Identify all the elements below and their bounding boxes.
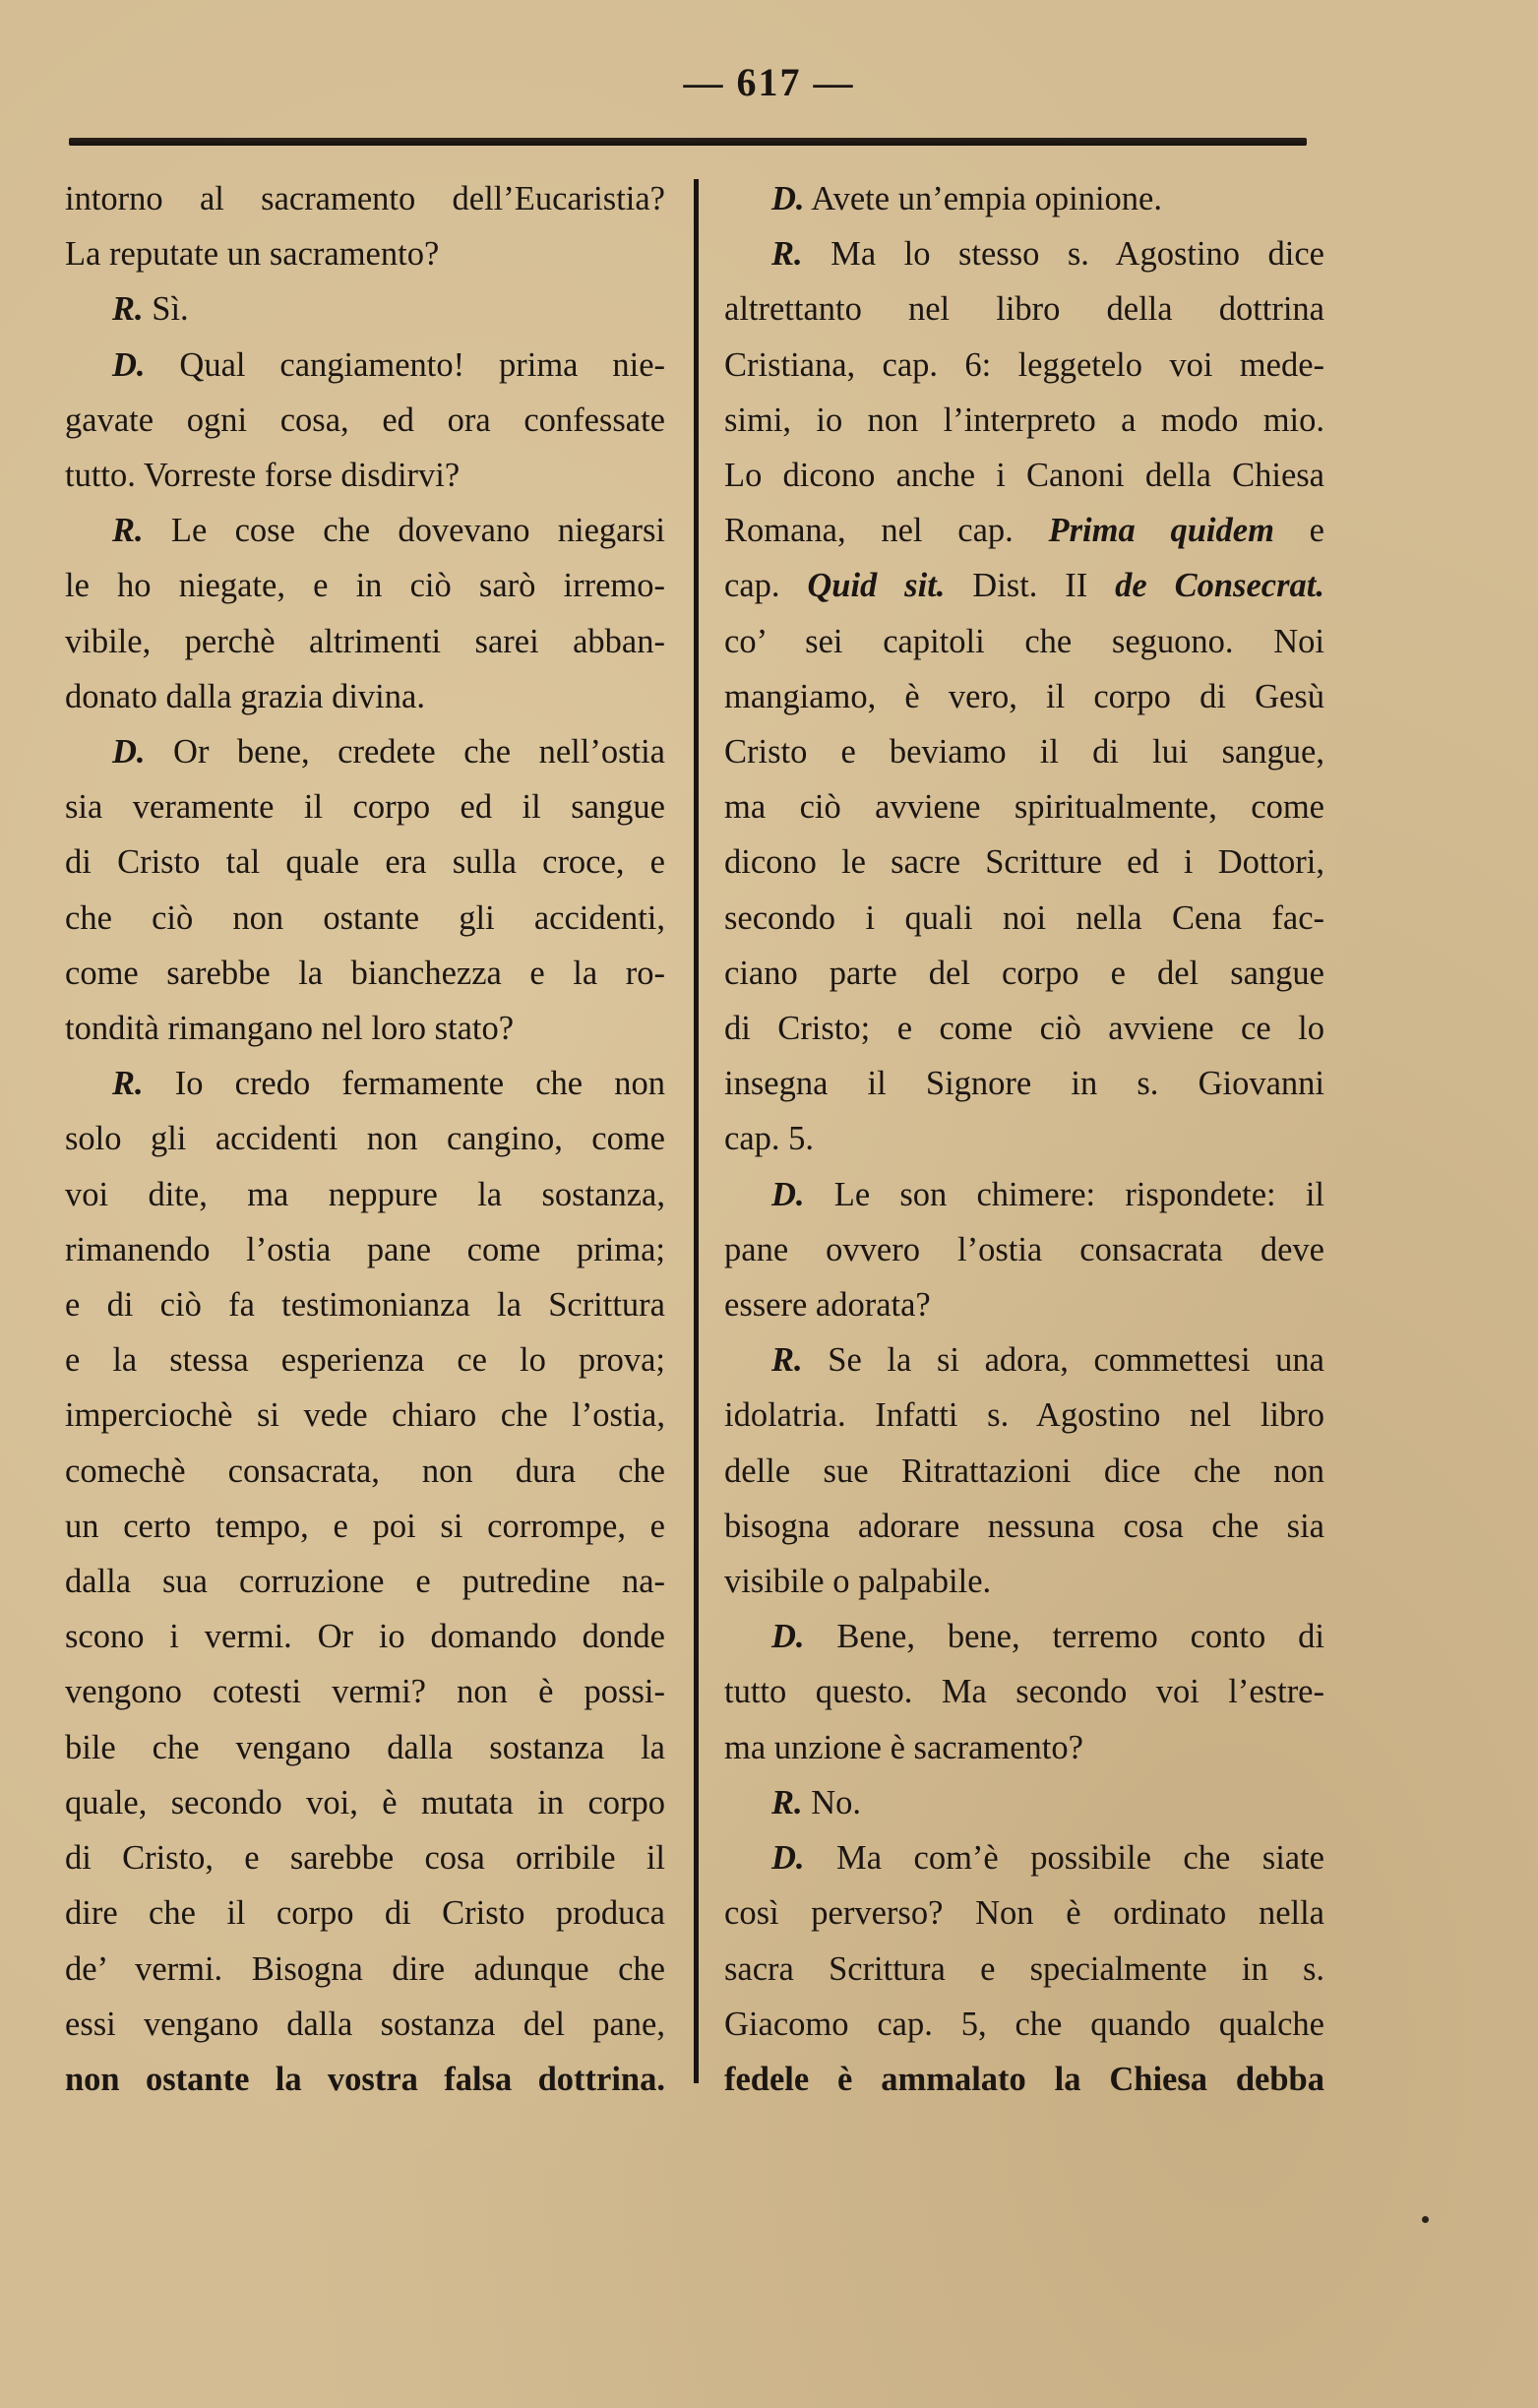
- text-line: [65, 1167, 665, 1222]
- speaker-label: R.: [771, 1341, 803, 1380]
- line-text-tail: Dist. II: [945, 567, 1116, 605]
- line-text: dicono le sacre Scritture ed i Dottori,: [724, 843, 1324, 882]
- text-line: [65, 1222, 665, 1277]
- text-line: [65, 1830, 665, 1885]
- line-text: e la stessa esperienza ce lo prova;: [65, 1341, 665, 1380]
- ink-speck: [1422, 2216, 1429, 2223]
- line-text: de’ vermi. Bisogna dire adunque che: [65, 1949, 665, 1988]
- line-text: dalla sua corruzione e putredine na-: [65, 1563, 665, 1601]
- text-line: [65, 171, 665, 226]
- text-line: [65, 1388, 665, 1443]
- text-line: [724, 1609, 1324, 1664]
- line-text: quale, secondo voi, è mutata in corpo: [65, 1783, 665, 1821]
- text-line: [724, 1222, 1324, 1277]
- line-text: Or bene, credete che nell’ostia: [145, 733, 665, 772]
- line-text: dire che il corpo di Cristo produca: [65, 1894, 665, 1933]
- line-text: Bene, bene, terremo conto di: [804, 1618, 1324, 1656]
- line-text: cap.: [724, 567, 808, 605]
- text-line: [65, 1444, 665, 1499]
- text-line: [65, 2052, 665, 2107]
- text-line: [65, 393, 665, 448]
- text-line: [724, 1830, 1324, 1885]
- text-line: [724, 558, 1324, 613]
- line-text: sacra Scrittura e specialmente in s.: [724, 1949, 1324, 1988]
- text-line: [724, 1664, 1324, 1719]
- line-text: fedele è ammalato la Chiesa debba: [724, 2060, 1324, 2098]
- text-line: [65, 338, 665, 393]
- line-text: rimanendo l’ostia pane come prima;: [65, 1230, 665, 1268]
- line-text: essi vengano dalla sostanza del pane,: [65, 2005, 665, 2043]
- text-line: [65, 1720, 665, 1775]
- text-line: [65, 558, 665, 613]
- line-text: donato dalla grazia divina.: [65, 677, 425, 715]
- line-text: secondo i quali noi nella Cena fac-: [724, 898, 1324, 937]
- line-text: voi dite, ma neppure la sostanza,: [65, 1175, 665, 1213]
- line-text: vengono cotesti vermi? non è possi-: [65, 1673, 665, 1711]
- line-text: Romana, nel cap.: [724, 512, 1049, 550]
- text-line: [724, 834, 1324, 890]
- text-line: [724, 614, 1324, 669]
- line-text: vibile, perchè altrimenti sarei abban-: [65, 622, 665, 660]
- line-text: Le son chimere: rispondete: il: [804, 1175, 1324, 1213]
- line-text: Lo dicono anche i Canoni della Chiesa: [724, 457, 1324, 495]
- line-text: tutto questo. Ma secondo voi l’estre-: [724, 1673, 1324, 1711]
- text-line: [724, 1332, 1324, 1388]
- text-line: [65, 1942, 665, 1997]
- speaker-label: D.: [112, 733, 146, 772]
- text-line: [65, 834, 665, 890]
- line-text: Cristo e beviamo il di lui sangue,: [724, 733, 1324, 772]
- text-line: [724, 1942, 1324, 1997]
- line-text: essere adorata?: [724, 1286, 931, 1325]
- line-text: di Cristo tal quale era sulla croce, e: [65, 843, 665, 882]
- line-text: di Cristo; e come ciò avviene ce lo: [724, 1010, 1324, 1048]
- line-text: ma ciò avviene spiritualmente, come: [724, 788, 1324, 827]
- text-line: [65, 614, 665, 669]
- text-line: [65, 1775, 665, 1830]
- speaker-label: R.: [771, 1783, 803, 1821]
- text-line: [724, 338, 1324, 393]
- line-text: gavate ogni cosa, ed ora confessate: [65, 401, 665, 439]
- line-text: La reputate un sacramento?: [65, 235, 440, 274]
- text-line: [65, 1664, 665, 1719]
- line-text: simi, io non l’interpreto a modo mio.: [724, 401, 1324, 439]
- page-number: — 617 —: [683, 60, 855, 104]
- speaker-label: R.: [112, 290, 144, 329]
- text-line: [724, 669, 1324, 724]
- line-text: le ho niegate, e in ciò sarò irremo-: [65, 567, 665, 605]
- text-line: [65, 1554, 665, 1609]
- text-line: [65, 503, 665, 558]
- line-text: scono i vermi. Or io domando donde: [65, 1618, 665, 1656]
- line-text: tondità rimangano nel loro stato?: [65, 1010, 515, 1048]
- text-line: [724, 1775, 1324, 1830]
- text-line: [65, 669, 665, 724]
- line-text: insegna il Signore in s. Giovanni: [724, 1065, 1324, 1103]
- line-text: co’ sei capitoli che seguono. Noi: [724, 622, 1324, 660]
- line-text: un certo tempo, e poi si corrompe, e: [65, 1507, 665, 1545]
- line-text: idolatria. Infatti s. Agostino nel libro: [724, 1396, 1324, 1435]
- line-text: che ciò non ostante gli accidenti,: [65, 898, 665, 937]
- line-text: cap. 5.: [724, 1120, 815, 1158]
- left-column: [65, 171, 665, 2107]
- text-line: [724, 1167, 1324, 1222]
- text-line: [724, 1111, 1324, 1166]
- text-line: [724, 448, 1324, 503]
- italic-citation: Quid sit.: [807, 567, 946, 605]
- text-line: [65, 1056, 665, 1111]
- text-line: [724, 226, 1324, 281]
- line-text: non ostante la vostra falsa dottrina.: [65, 2060, 665, 2098]
- text-line: [724, 1444, 1324, 1499]
- line-text: Giacomo cap. 5, che quando qualche: [724, 2005, 1324, 2043]
- line-text: ma unzione è sacramento?: [724, 1728, 1083, 1766]
- text-line: [724, 946, 1324, 1001]
- text-line: [724, 171, 1324, 226]
- text-line: [724, 1885, 1324, 1941]
- line-text: e di ciò fa testimonianza la Scrittura: [65, 1286, 665, 1325]
- text-line: [65, 891, 665, 946]
- line-text: imperciochè si vede chiaro che l’ostia,: [65, 1396, 665, 1435]
- speaker-label: R.: [112, 512, 144, 550]
- line-text: bisogna adorare nessuna cosa che sia: [724, 1507, 1324, 1545]
- text-line: [724, 1499, 1324, 1554]
- column-divider: [694, 179, 699, 2083]
- text-line: [724, 891, 1324, 946]
- line-text: di Cristo, e sarebbe cosa orribile il: [65, 1839, 665, 1878]
- text-line: [65, 779, 665, 834]
- line-text: bile che vengano dalla sostanza la: [65, 1728, 665, 1766]
- line-text: Io credo fermamente che non: [143, 1065, 665, 1103]
- line-text: pane ovvero l’ostia consacrata deve: [724, 1230, 1324, 1268]
- line-text: Le cose che dovevano niegarsi: [143, 512, 665, 550]
- right-column: [724, 171, 1324, 2107]
- text-line: [65, 724, 665, 779]
- line-text: comechè consacrata, non dura che: [65, 1451, 665, 1490]
- text-line: [724, 281, 1324, 337]
- speaker-label: D.: [771, 1618, 805, 1656]
- speaker-label: D.: [112, 345, 146, 384]
- speaker-label: R.: [112, 1065, 144, 1103]
- speaker-label: D.: [771, 1839, 805, 1878]
- text-line: [724, 1720, 1324, 1775]
- text-line: [65, 448, 665, 503]
- text-line: [724, 1388, 1324, 1443]
- line-text: mangiamo, è vero, il corpo di Gesù: [724, 677, 1324, 715]
- text-line: [65, 1111, 665, 1166]
- header-rule: [69, 138, 1307, 146]
- line-text: ciano parte del corpo e del sangue: [724, 954, 1324, 992]
- text-line: [724, 1001, 1324, 1056]
- line-text: intorno al sacramento dell’Eucaristia?: [65, 180, 665, 217]
- line-text: Cristiana, cap. 6: leggetelo voi mede-: [724, 345, 1324, 384]
- line-text: altrettanto nel libro della dottrina: [724, 290, 1324, 329]
- text-line: [65, 1885, 665, 1941]
- text-line: [724, 724, 1324, 779]
- text-line: [65, 946, 665, 1001]
- line-text: visibile o palpabile.: [724, 1563, 992, 1601]
- italic-citation: de Consecrat.: [1115, 567, 1324, 605]
- line-text: Se la si adora, commettesi una: [802, 1341, 1324, 1380]
- text-line: [65, 1499, 665, 1554]
- speaker-label: D.: [771, 180, 805, 217]
- line-text: sia veramente il corpo ed il sangue: [65, 788, 665, 827]
- text-line: [65, 1997, 665, 2052]
- text-line: [65, 1609, 665, 1664]
- text-line: [724, 2052, 1324, 2107]
- text-line: [65, 1001, 665, 1056]
- text-line: [724, 503, 1324, 558]
- text-line: [724, 1997, 1324, 2052]
- text-line: [65, 226, 665, 281]
- line-text: solo gli accidenti non cangino, come: [65, 1120, 665, 1158]
- italic-citation: Prima quidem: [1048, 512, 1274, 550]
- text-line: [65, 1277, 665, 1332]
- line-text: Sì.: [143, 290, 189, 329]
- speaker-label: D.: [771, 1175, 805, 1213]
- text-line: [724, 1554, 1324, 1609]
- line-text: Ma lo stesso s. Agostino dice: [802, 235, 1324, 274]
- line-text: No.: [802, 1783, 862, 1821]
- line-text: Avete un’empia opinione.: [804, 180, 1162, 217]
- text-line: [724, 1056, 1324, 1111]
- text-line: [65, 1332, 665, 1388]
- line-text: così perverso? Non è ordinato nella: [724, 1894, 1324, 1933]
- line-text: Ma com’è possibile che siate: [804, 1839, 1324, 1878]
- line-text: delle sue Ritrattazioni dice che non: [724, 1451, 1324, 1490]
- line-text-tail: e: [1273, 512, 1324, 550]
- text-line: [724, 393, 1324, 448]
- line-text: tutto. Vorreste forse disdirvi?: [65, 457, 461, 495]
- speaker-label: R.: [771, 235, 803, 274]
- line-text: Qual cangiamento! prima nie-: [145, 345, 665, 384]
- text-line: [65, 281, 665, 337]
- text-line: [724, 779, 1324, 834]
- text-line: [724, 1277, 1324, 1332]
- line-text: come sarebbe la bianchezza e la ro-: [65, 954, 665, 992]
